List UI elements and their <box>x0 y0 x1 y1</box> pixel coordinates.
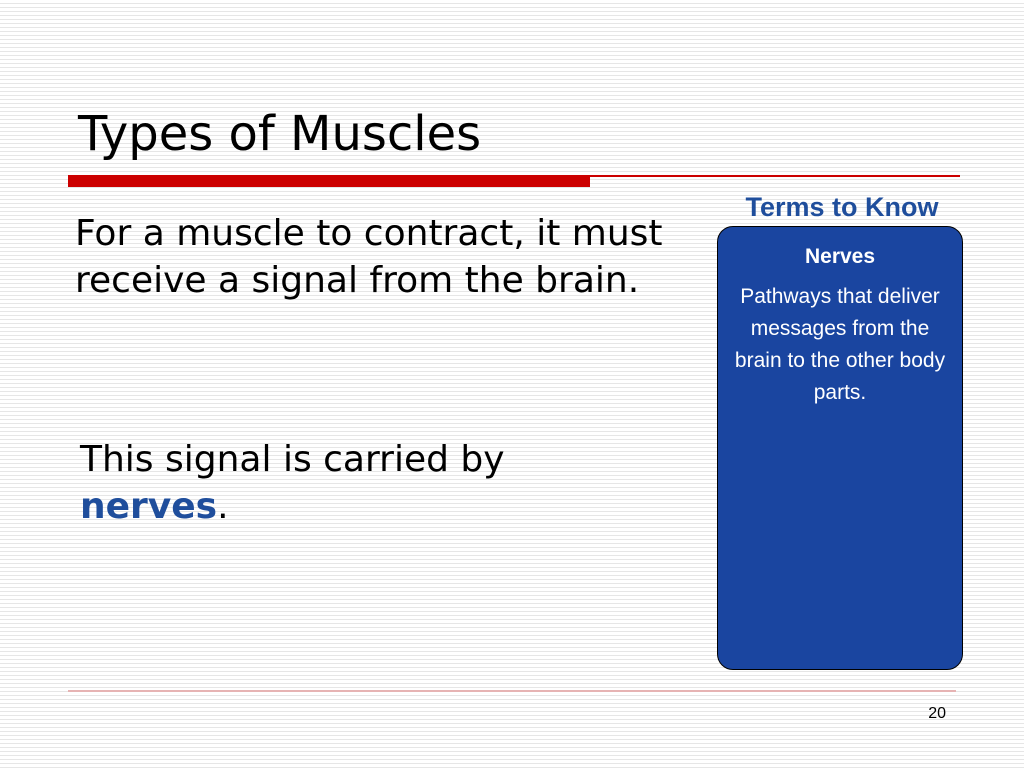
title-underline-thick <box>68 175 590 187</box>
page-number: 20 <box>928 705 946 722</box>
term-name: Nerves <box>804 245 876 268</box>
body-paragraph-signal <box>80 436 620 530</box>
terms-to-know-heading: Terms to Know <box>745 192 939 222</box>
terms-panel <box>717 226 963 670</box>
nerves-keyword: nerves <box>80 486 218 527</box>
footer-divider <box>68 690 956 692</box>
body-paragraph-contract: For a muscle to contract, it must receive a signal from the brain. <box>75 213 663 301</box>
term-definition: Pathways that deliver messages from the brain to the other body parts. <box>734 285 946 404</box>
slide-title: Types of Muscles <box>78 106 482 162</box>
body-paragraph-signal-text: This signal is carried by <box>80 439 505 480</box>
body-paragraph-signal-period: . <box>217 486 229 527</box>
title-underline-thin <box>590 175 960 177</box>
